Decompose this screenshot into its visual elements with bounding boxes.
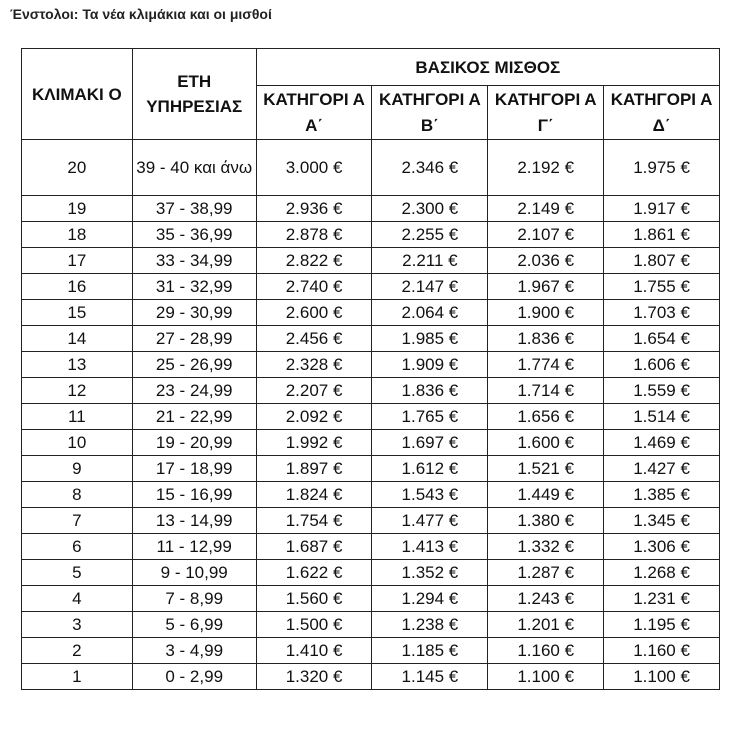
cell-category-b: 1.697 € bbox=[372, 430, 488, 456]
header-eti-ypiresias: ΕΤΗ ΥΠΗΡΕΣΙΑΣ bbox=[132, 49, 256, 140]
cell-eti: 37 - 38,99 bbox=[132, 196, 256, 222]
cell-category-g: 2.149 € bbox=[488, 196, 604, 222]
table-row bbox=[22, 300, 720, 326]
cell-eti: 0 - 2,99 bbox=[132, 664, 256, 690]
cell-category-b: 1.985 € bbox=[372, 326, 488, 352]
cell-category-a: 2.207 € bbox=[256, 378, 372, 404]
cell-category-g: 1.201 € bbox=[488, 612, 604, 638]
cell-category-b: 1.477 € bbox=[372, 508, 488, 534]
cell-category-b: 1.413 € bbox=[372, 534, 488, 560]
cell-category-d: 1.345 € bbox=[604, 508, 720, 534]
cell-eti: 33 - 34,99 bbox=[132, 248, 256, 274]
table-row bbox=[22, 430, 720, 456]
cell-category-d: 1.514 € bbox=[604, 404, 720, 430]
cell-category-a: 1.500 € bbox=[256, 612, 372, 638]
cell-category-b: 1.294 € bbox=[372, 586, 488, 612]
salary-table bbox=[21, 48, 720, 690]
cell-eti: 35 - 36,99 bbox=[132, 222, 256, 248]
cell-category-g: 1.774 € bbox=[488, 352, 604, 378]
cell-klimakio: 2 bbox=[22, 638, 133, 664]
cell-category-b: 1.612 € bbox=[372, 456, 488, 482]
cell-klimakio: 20 bbox=[22, 140, 133, 196]
table-row bbox=[22, 560, 720, 586]
table-row bbox=[22, 378, 720, 404]
cell-eti: 13 - 14,99 bbox=[132, 508, 256, 534]
cell-category-d: 1.559 € bbox=[604, 378, 720, 404]
cell-category-g: 1.521 € bbox=[488, 456, 604, 482]
cell-category-d: 1.306 € bbox=[604, 534, 720, 560]
cell-klimakio: 4 bbox=[22, 586, 133, 612]
cell-category-g: 1.656 € bbox=[488, 404, 604, 430]
cell-category-b: 1.145 € bbox=[372, 664, 488, 690]
cell-klimakio: 11 bbox=[22, 404, 133, 430]
table-row bbox=[22, 664, 720, 690]
cell-category-d: 1.606 € bbox=[604, 352, 720, 378]
cell-category-b: 2.147 € bbox=[372, 274, 488, 300]
cell-eti: 31 - 32,99 bbox=[132, 274, 256, 300]
cell-category-g: 1.967 € bbox=[488, 274, 604, 300]
cell-category-b: 2.300 € bbox=[372, 196, 488, 222]
table-row bbox=[22, 482, 720, 508]
cell-category-a: 2.456 € bbox=[256, 326, 372, 352]
cell-category-d: 1.100 € bbox=[604, 664, 720, 690]
cell-eti: 9 - 10,99 bbox=[132, 560, 256, 586]
cell-category-g: 1.100 € bbox=[488, 664, 604, 690]
cell-category-a: 2.600 € bbox=[256, 300, 372, 326]
cell-category-g: 1.714 € bbox=[488, 378, 604, 404]
cell-category-g: 2.192 € bbox=[488, 140, 604, 196]
cell-category-g: 1.160 € bbox=[488, 638, 604, 664]
cell-category-a: 1.897 € bbox=[256, 456, 372, 482]
header-vasikos-misthos: ΒΑΣΙΚΟΣ ΜΙΣΘΟΣ bbox=[256, 49, 719, 86]
cell-category-d: 1.807 € bbox=[604, 248, 720, 274]
table-row bbox=[22, 352, 720, 378]
cell-klimakio: 16 bbox=[22, 274, 133, 300]
table-row bbox=[22, 140, 720, 196]
table-row bbox=[22, 274, 720, 300]
cell-klimakio: 8 bbox=[22, 482, 133, 508]
cell-category-g: 1.836 € bbox=[488, 326, 604, 352]
cell-eti: 5 - 6,99 bbox=[132, 612, 256, 638]
cell-eti: 29 - 30,99 bbox=[132, 300, 256, 326]
cell-category-b: 2.346 € bbox=[372, 140, 488, 196]
header-category-g: ΚΑΤΗΓΟΡΙ Α Γ΄ bbox=[488, 86, 604, 140]
cell-klimakio: 12 bbox=[22, 378, 133, 404]
table-row bbox=[22, 534, 720, 560]
cell-category-a: 1.560 € bbox=[256, 586, 372, 612]
table-row bbox=[22, 612, 720, 638]
table-row bbox=[22, 638, 720, 664]
cell-category-g: 1.332 € bbox=[488, 534, 604, 560]
header-category-d: ΚΑΤΗΓΟΡΙ Α Δ΄ bbox=[604, 86, 720, 140]
cell-category-b: 1.238 € bbox=[372, 612, 488, 638]
cell-category-d: 1.703 € bbox=[604, 300, 720, 326]
cell-eti: 3 - 4,99 bbox=[132, 638, 256, 664]
cell-klimakio: 1 bbox=[22, 664, 133, 690]
cell-klimakio: 9 bbox=[22, 456, 133, 482]
cell-category-d: 1.654 € bbox=[604, 326, 720, 352]
cell-category-g: 1.600 € bbox=[488, 430, 604, 456]
cell-klimakio: 13 bbox=[22, 352, 133, 378]
cell-category-d: 1.975 € bbox=[604, 140, 720, 196]
table-body bbox=[22, 140, 720, 690]
cell-category-a: 1.754 € bbox=[256, 508, 372, 534]
cell-category-a: 1.992 € bbox=[256, 430, 372, 456]
cell-klimakio: 19 bbox=[22, 196, 133, 222]
cell-category-a: 2.328 € bbox=[256, 352, 372, 378]
cell-eti: 17 - 18,99 bbox=[132, 456, 256, 482]
cell-category-g: 2.036 € bbox=[488, 248, 604, 274]
cell-category-b: 1.352 € bbox=[372, 560, 488, 586]
cell-klimakio: 15 bbox=[22, 300, 133, 326]
header-category-a: ΚΑΤΗΓΟΡΙ Α Α΄ bbox=[256, 86, 372, 140]
cell-klimakio: 5 bbox=[22, 560, 133, 586]
cell-category-b: 1.836 € bbox=[372, 378, 488, 404]
cell-category-d: 1.755 € bbox=[604, 274, 720, 300]
cell-category-g: 1.449 € bbox=[488, 482, 604, 508]
table-row bbox=[22, 586, 720, 612]
cell-eti: 39 - 40 και άνω bbox=[132, 140, 256, 196]
cell-eti: 23 - 24,99 bbox=[132, 378, 256, 404]
cell-category-d: 1.385 € bbox=[604, 482, 720, 508]
cell-eti: 15 - 16,99 bbox=[132, 482, 256, 508]
cell-category-d: 1.917 € bbox=[604, 196, 720, 222]
header-category-b: ΚΑΤΗΓΟΡΙ Α Β΄ bbox=[372, 86, 488, 140]
cell-category-d: 1.469 € bbox=[604, 430, 720, 456]
cell-category-a: 1.410 € bbox=[256, 638, 372, 664]
cell-category-b: 1.765 € bbox=[372, 404, 488, 430]
cell-eti: 21 - 22,99 bbox=[132, 404, 256, 430]
cell-klimakio: 14 bbox=[22, 326, 133, 352]
cell-category-g: 2.107 € bbox=[488, 222, 604, 248]
cell-category-g: 1.243 € bbox=[488, 586, 604, 612]
table-row bbox=[22, 326, 720, 352]
cell-category-b: 2.211 € bbox=[372, 248, 488, 274]
cell-eti: 25 - 26,99 bbox=[132, 352, 256, 378]
cell-klimakio: 3 bbox=[22, 612, 133, 638]
header-klimakio: ΚΛΙΜΑΚΙ Ο bbox=[22, 49, 133, 140]
cell-category-a: 3.000 € bbox=[256, 140, 372, 196]
cell-klimakio: 18 bbox=[22, 222, 133, 248]
cell-klimakio: 17 bbox=[22, 248, 133, 274]
table-row bbox=[22, 508, 720, 534]
cell-category-d: 1.231 € bbox=[604, 586, 720, 612]
cell-category-b: 2.064 € bbox=[372, 300, 488, 326]
table-row bbox=[22, 248, 720, 274]
cell-category-a: 1.622 € bbox=[256, 560, 372, 586]
cell-category-a: 1.824 € bbox=[256, 482, 372, 508]
cell-category-a: 1.687 € bbox=[256, 534, 372, 560]
cell-category-a: 2.092 € bbox=[256, 404, 372, 430]
cell-eti: 27 - 28,99 bbox=[132, 326, 256, 352]
cell-category-d: 1.160 € bbox=[604, 638, 720, 664]
cell-category-b: 2.255 € bbox=[372, 222, 488, 248]
cell-klimakio: 10 bbox=[22, 430, 133, 456]
cell-category-g: 1.900 € bbox=[488, 300, 604, 326]
cell-category-d: 1.268 € bbox=[604, 560, 720, 586]
cell-category-b: 1.543 € bbox=[372, 482, 488, 508]
cell-eti: 11 - 12,99 bbox=[132, 534, 256, 560]
table-row bbox=[22, 222, 720, 248]
cell-category-d: 1.195 € bbox=[604, 612, 720, 638]
cell-category-a: 2.936 € bbox=[256, 196, 372, 222]
cell-eti: 7 - 8,99 bbox=[132, 586, 256, 612]
cell-klimakio: 7 bbox=[22, 508, 133, 534]
table-row bbox=[22, 456, 720, 482]
cell-category-d: 1.427 € bbox=[604, 456, 720, 482]
cell-category-a: 1.320 € bbox=[256, 664, 372, 690]
cell-category-g: 1.287 € bbox=[488, 560, 604, 586]
cell-category-d: 1.861 € bbox=[604, 222, 720, 248]
cell-category-b: 1.185 € bbox=[372, 638, 488, 664]
cell-category-a: 2.740 € bbox=[256, 274, 372, 300]
cell-category-g: 1.380 € bbox=[488, 508, 604, 534]
cell-category-b: 1.909 € bbox=[372, 352, 488, 378]
cell-eti: 19 - 20,99 bbox=[132, 430, 256, 456]
table-row bbox=[22, 404, 720, 430]
page-title: Ένστολοι: Τα νέα κλιμάκια και οι μισθοί bbox=[10, 6, 272, 22]
cell-category-a: 2.822 € bbox=[256, 248, 372, 274]
cell-category-a: 2.878 € bbox=[256, 222, 372, 248]
cell-klimakio: 6 bbox=[22, 534, 133, 560]
table-row bbox=[22, 196, 720, 222]
